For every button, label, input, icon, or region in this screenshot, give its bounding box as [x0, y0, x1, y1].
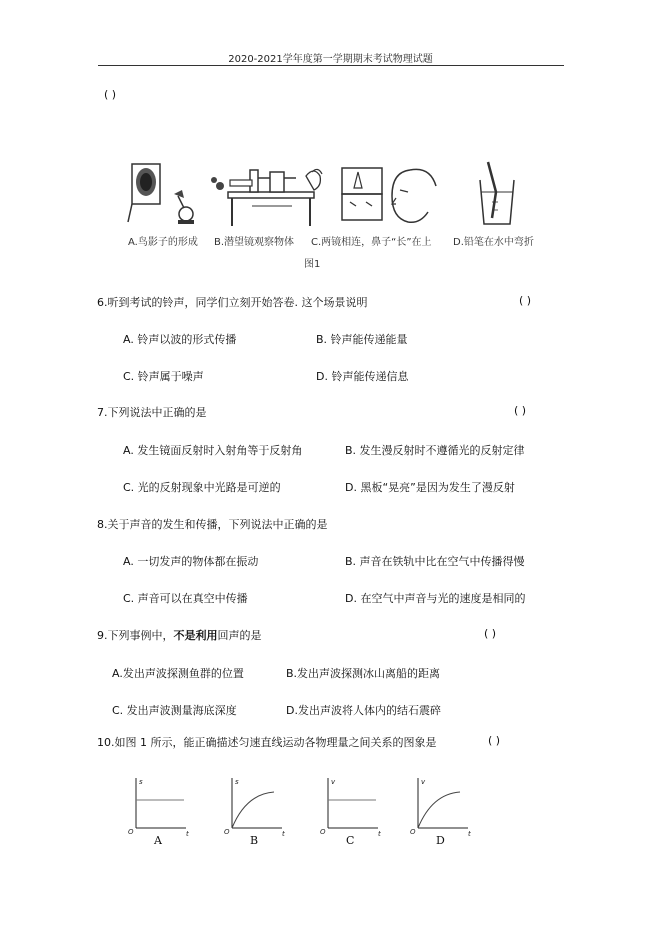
question-7-stem: 7.下列说法中正确的是 — [97, 406, 207, 419]
question-9-stem-emphasis: 不是利用 — [173, 629, 218, 642]
graph-x-axis-label: t — [378, 830, 381, 838]
question-7-answer-paren: ( ) — [514, 404, 527, 417]
question-6-option-b: B. 铃声能传递能量 — [316, 333, 408, 346]
question-10-stem: 10.如图 1 所示，能正确描述匀速直线运动各物理量之间关系的图象是 — [97, 736, 437, 749]
graph-y-axis-label: v — [331, 778, 336, 786]
question-8-option-a: A. 一切发声的物体都在振动 — [123, 555, 259, 568]
question-6-answer-paren: ( ) — [519, 294, 532, 307]
question-7-option-c: C. 光的反射现象中光路是可逆的 — [123, 481, 281, 494]
graph-origin-label: O — [320, 828, 326, 836]
question-7-option-d: D. 黑板“晃亮”是因为发生了漫反射 — [345, 481, 515, 494]
question-7-option-b: B. 发生漫反射时不遵循光的反射定律 — [345, 444, 525, 457]
graph-option-label: D — [436, 834, 445, 847]
graph-option-label: C — [346, 834, 355, 847]
graph-curve — [232, 792, 274, 828]
graph-y-axis-label: s — [139, 778, 143, 786]
graph-x-axis-label: t — [468, 830, 471, 838]
question-9-option-b: B.发出声波探测冰山离船的距离 — [286, 667, 441, 680]
question-8-option-c: C. 声音可以在真空中传播 — [123, 592, 248, 605]
figure-caption-b: B.潜望镜观察物体 — [214, 237, 295, 248]
figure-caption-c: C.两镜相连，鼻子“长”在上 — [311, 237, 432, 248]
graph-option-label: B — [250, 834, 259, 847]
question-9-option-c: C. 发出声波测量海底深度 — [112, 704, 237, 717]
question-8-option-d: D. 在空气中声音与光的速度是相同的 — [345, 592, 526, 605]
figure-label: 图1 — [304, 259, 321, 270]
graph-origin-label: O — [128, 828, 134, 836]
page-header: 2020-2021学年度第一学期期末考试物理试题 — [228, 54, 433, 65]
graph-b — [222, 772, 292, 852]
graph-origin-label: O — [224, 828, 230, 836]
graph-a — [126, 772, 196, 852]
question-7-option-a: A. 发生镜面反射时入射角等于反射角 — [123, 444, 303, 457]
graph-d — [408, 772, 478, 852]
question-6-stem: 6.听到考试的铃声，同学们立刻开始答卷. 这个场景说明 — [97, 296, 368, 309]
mirror-face-illustration — [342, 168, 436, 222]
question-6-option-a: A. 铃声以波的形式传播 — [123, 333, 237, 346]
graph-y-axis-label: v — [421, 778, 426, 786]
graph-origin-label: O — [410, 828, 416, 836]
graph-y-axis-label: s — [235, 778, 239, 786]
header-rule — [98, 65, 564, 66]
graph-option-label: A — [154, 834, 162, 847]
question-6-option-c: C. 铃声属于噪声 — [123, 370, 204, 383]
question-9-option-a: A.发出声波探测鱼群的位置 — [112, 667, 244, 680]
bird-shadow-illustration — [128, 164, 194, 224]
pencil-in-water-illustration — [480, 162, 514, 224]
question-10-answer-paren: ( ) — [488, 734, 501, 747]
periscope-illustration — [211, 169, 322, 226]
question-9-stem — [97, 627, 262, 643]
graph-x-axis-label: t — [186, 830, 189, 838]
previous-question-paren: ( ) — [104, 88, 117, 101]
question-9-stem-pre: 9.下列事例中， — [97, 629, 174, 642]
graph-x-axis-label: t — [282, 830, 285, 838]
graph-c — [318, 772, 388, 852]
figure-caption-d: D.铅笔在水中弯折 — [453, 237, 534, 248]
question-8-stem: 8.关于声音的发生和传播，下列说法中正确的是 — [97, 518, 328, 531]
question-6-option-d: D. 铃声能传递信息 — [316, 370, 409, 383]
question-9-option-d: D.发出声波将人体内的结石震碎 — [286, 704, 441, 717]
question-8-option-b: B. 声音在铁轨中比在空气中传播得慢 — [345, 555, 525, 568]
question-9-stem-post: 回声的是 — [217, 629, 262, 642]
question-9-answer-paren: ( ) — [484, 627, 497, 640]
figure-caption-a: A.鸟影子的形成 — [128, 237, 198, 248]
graph-curve — [418, 792, 460, 828]
figure-1-illustrations — [120, 158, 540, 230]
